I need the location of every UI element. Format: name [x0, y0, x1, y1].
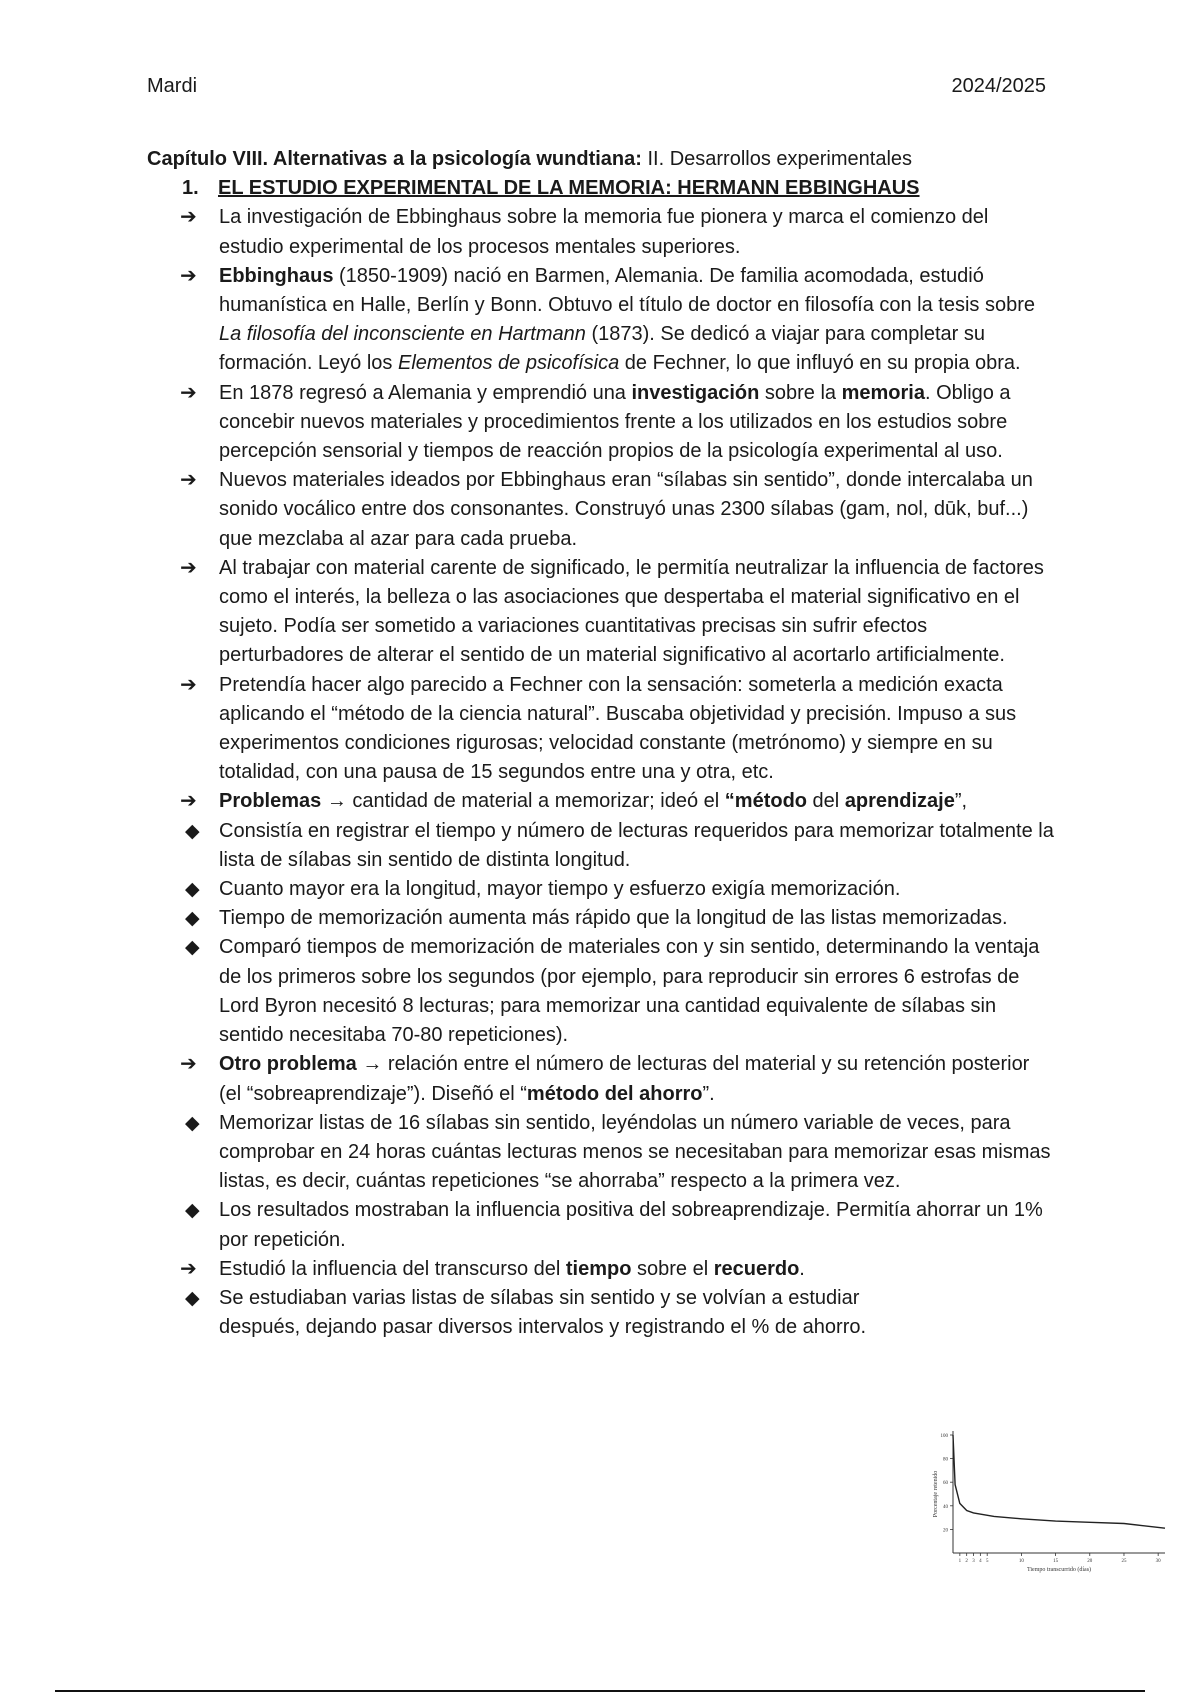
y-tick-label: 20 [943, 1528, 948, 1534]
bullet-text: sobre la [759, 381, 842, 404]
bullet-text: ”. [702, 1082, 715, 1105]
arrow-icon: ➔ [180, 206, 197, 229]
chart-axes [953, 1431, 1165, 1553]
sub-bullet-item [147, 1196, 1057, 1254]
bullet-text: Estudió la influencia del transcurso del [219, 1257, 566, 1280]
bullet-text: (1850-1909) nació en Barmen, Alemania. De familia acomodada, estudió humanística en Halle, Berlín y Bonn. Obtuvo el título de doctor en filosofía con la tesis sobre [219, 264, 1036, 317]
sub-bullet-text: Memorizar listas de 16 sílabas sin sentido, leyéndolas un número variable de veces, para comprobar en 24 horas cuántas lecturas menos se necesitaban para memorizar esas mismas listas, es decir, cuántas repeticiones “se ahorraba” respecto a la primera vez. [219, 1111, 1051, 1193]
sub-bullet-item [147, 875, 1057, 904]
y-tick-label: 60 [943, 1481, 948, 1487]
section-number: 1. [182, 177, 199, 200]
arrow-icon: ➔ [180, 556, 197, 579]
y-tick-label: 40 [943, 1504, 948, 1510]
x-tick-label: 15 [1053, 1559, 1059, 1564]
forgetting-curve-chart [925, 1425, 1175, 1580]
bullet-item [147, 203, 1057, 261]
bullet-list [147, 203, 1057, 816]
bullet-text: En 1878 regresó a Alemania y emprendió una [219, 381, 632, 404]
y-tick-label: 80 [943, 1457, 948, 1463]
diamond-icon: ◆ [185, 879, 200, 901]
bullet-item [147, 787, 1057, 816]
x-tick-label: 2 [965, 1559, 968, 1564]
x-tick-label: 20 [1087, 1559, 1093, 1564]
page-bottom-rule [55, 1690, 1145, 1692]
bullet-item [147, 262, 1057, 379]
diamond-icon: ◆ [185, 1200, 200, 1222]
arrow-icon: ➔ [180, 381, 197, 404]
bullet-bold: aprendizaje [844, 790, 955, 813]
bullet-bold: “método [724, 790, 807, 813]
bullet-bold: Otro problema [219, 1053, 357, 1076]
bullet-text: Nuevos materiales ideados por Ebbinghaus eran “sílabas sin sentido”, donde intercalaba un sonido vocálico entre dos consonantes. Construyó unas 2300 sílabas (gam, nol, dūk, buf...) que mezclaba al azar para cada prueba. [219, 469, 1033, 550]
bullet-bold: recuerdo [713, 1257, 800, 1280]
x-tick-label: 30 [1155, 1559, 1161, 1564]
sub-bullet-item [147, 933, 1057, 1050]
sub-bullet-item [147, 1109, 1057, 1197]
bullet-bold: método del ahorro [526, 1082, 703, 1105]
diamond-icon: ◆ [185, 1112, 200, 1134]
arrow-icon: ➔ [180, 1257, 197, 1280]
bullet-bold: Ebbinghaus [219, 264, 334, 287]
bullet-text: → cantidad de material a memorizar; ideó el [321, 790, 725, 813]
x-tick-label: 3 [972, 1559, 975, 1564]
bullet-item [147, 671, 1057, 788]
bullet-item [147, 554, 1057, 671]
bullet-item [147, 1255, 1057, 1284]
bullet-text: sobre el [631, 1257, 714, 1280]
bullet-item [147, 466, 1057, 554]
arrow-icon: ➔ [180, 1053, 197, 1076]
bullet-text: . Obligo a concebir nuevos materiales y procedimientos frente a los utilizados en los estudios sobre percepción sensorial y tiempos de reacción propios de la psicología experimental al uso. [219, 381, 1011, 463]
arrow-icon: ➔ [180, 790, 197, 813]
bullet-text: . [799, 1257, 805, 1280]
section-heading [147, 174, 1057, 203]
x-tick-label: 1 [958, 1559, 962, 1564]
bullet-bold: memoria [841, 381, 925, 404]
x-tick-label: 10 [1018, 1559, 1024, 1564]
bullet-bold: tiempo [565, 1257, 632, 1280]
bullet-text: Al trabajar con material carente de significado, le permitía neutralizar la influencia de factores como el interés, la belleza o las asociaciones que despertaba el material significativo en el sujeto. Podía ser sometido a variaciones cuantitativas precisas sin sufrir efectos perturbadores de alterar el sentido de un material significativo al acortarlo artificialmente. [219, 556, 1044, 667]
bullet-bold: investigación [631, 381, 760, 404]
chapter-title [147, 145, 1057, 174]
book-title: La filosofía del inconsciente en Hartmann [219, 323, 586, 346]
arrow-icon: ➔ [180, 469, 197, 492]
header-day: Mardi [147, 75, 198, 97]
sub-bullet-list [147, 1109, 1057, 1255]
chapter-title-bold: Capítulo VIII. Alternativas a la psicología wundtiana: [147, 148, 642, 170]
sub-bullet-item [147, 904, 1057, 933]
y-axis-ticks [941, 1434, 954, 1533]
diamond-icon: ◆ [185, 1287, 200, 1309]
sub-bullet-text: Los resultados mostraban la influencia positiva del sobreaprendizaje. Permitía ahorrar un 1% por repetición. [219, 1199, 1043, 1251]
bullet-text: de Fechner, lo que influyó en su propia obra. [619, 352, 1021, 375]
diamond-icon: ◆ [185, 937, 200, 959]
section-title: EL ESTUDIO EXPERIMENTAL DE LA MEMORIA: HERMANN EBBINGHAUS [218, 177, 920, 200]
bullet-list [147, 1255, 1057, 1284]
bullet-text: del [807, 790, 845, 813]
chapter-title-rest: II. Desarrollos experimentales [641, 148, 913, 170]
x-axis-label: Tiempo transcurrido (días) [1026, 1567, 1092, 1573]
header-year: 2024/2025 [951, 75, 1046, 97]
diamond-icon: ◆ [185, 908, 200, 930]
sub-bullet-text: Se estudiaban varias listas de sílabas sin sentido y se volvían a estudiar después, dejando pasar diversos intervalos y registrando el % de ahorro. [219, 1286, 867, 1339]
bullet-item [147, 1050, 1057, 1108]
arrow-icon: ➔ [180, 264, 197, 287]
sub-bullet-item [147, 817, 1057, 875]
bullet-item [147, 379, 1057, 467]
sub-bullet-list [147, 817, 1057, 1051]
retention-curve [953, 1435, 1165, 1528]
bullet-list [147, 1050, 1057, 1108]
sub-bullet-item [147, 1284, 879, 1342]
sub-bullet-text: Comparó tiempos de memorización de materiales con y sin sentido, determinando la ventaja de los primeros sobre los segundos (por ejemplo, para reproducir sin errores 6 estrofas de Lord Byron necesitó 8 lecturas; para memorizar una cantidad equivalente de sílabas sin sentido necesitaba 70-80 repeticiones). [219, 936, 1040, 1047]
document-body [147, 145, 1057, 1342]
arrow-icon: ➔ [180, 673, 197, 696]
sub-bullet-list [147, 1284, 1057, 1342]
bullet-text: ”, [954, 790, 968, 813]
bullet-bold: Problemas [219, 790, 322, 813]
sub-bullet-text: Consistía en registrar el tiempo y número de lecturas requeridos para memorizar totalmente la lista de sílabas sin sentido de distinta longitud. [219, 819, 1054, 871]
bullet-text: Pretendía hacer algo parecido a Fechner con la sensación: someterla a medición exacta aplicando el “método de la ciencia natural”. Buscaba objetividad y precisión. Impuso a sus experimentos condiciones rigurosas; velocidad constante (metrónomo) y siempre en su totalidad, con una pausa de 15 segundos entre una y otra, etc. [219, 673, 1017, 784]
x-tick-label: 25 [1121, 1559, 1127, 1564]
bullet-text: (1873). Se dedicó a viajar para completar su formación. Leyó los [219, 323, 985, 375]
diamond-icon: ◆ [185, 820, 200, 842]
bullet-text: La investigación de Ebbinghaus sobre la memoria fue pionera y marca el comienzo del estudio experimental de los procesos mentales superiores. [219, 206, 989, 258]
x-tick-label: 5 [985, 1559, 989, 1564]
page-header [147, 74, 1046, 98]
x-tick-label: 4 [979, 1559, 982, 1564]
x-axis-ticks [959, 1553, 1162, 1564]
forgetting-curve-figure [925, 1425, 1175, 1580]
book-title: Elementos de psicofísica [397, 352, 620, 375]
sub-bullet-text: Tiempo de memorización aumenta más rápido que la longitud de las listas memorizadas. [219, 907, 1008, 930]
sub-bullet-text: Cuanto mayor era la longitud, mayor tiempo y esfuerzo exigía memorización. [219, 878, 901, 901]
y-axis-label: Porcentaje retenido [933, 1470, 939, 1518]
y-tick-label: 100 [940, 1434, 948, 1439]
bullet-text: → relación entre el número de lecturas del material y su retención posterior (el “sobreaprendizaje”). Diseñó el “ [219, 1053, 1030, 1105]
